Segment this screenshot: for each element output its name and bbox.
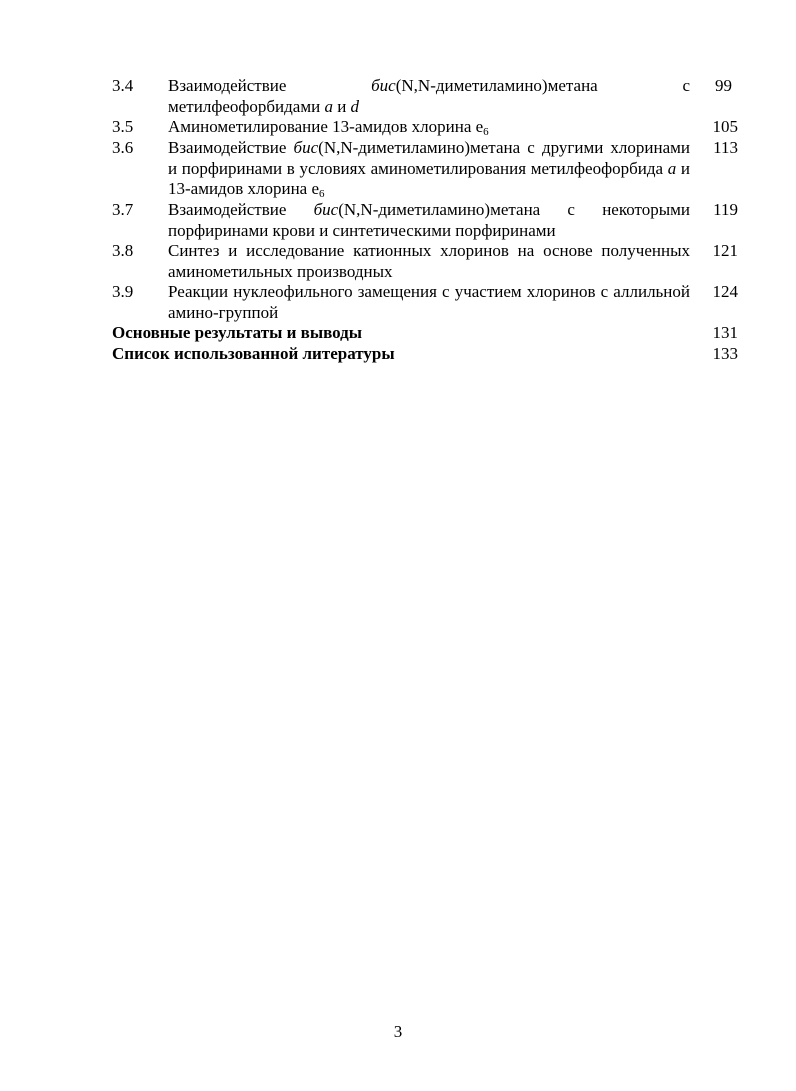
- toc-entry-number: 3.5: [112, 117, 134, 136]
- toc-section-page: 131: [712, 323, 738, 342]
- toc-entry-3-9: [112, 282, 738, 323]
- toc-entry-page: 124: [712, 282, 738, 301]
- toc-entry-title: Взаимодействие бис(N,N-диметиламино)метана с некоторыми порфиринами крови и синтетическими порфиринами: [168, 200, 690, 240]
- toc-entry-3-8: [112, 241, 738, 282]
- toc-entry-number: 3.8: [112, 241, 134, 260]
- toc-entry-3-5: [112, 117, 738, 138]
- toc-entry-title: Взаимодействие бис(N,N-диметиламино)метана с другими хлоринами и порфиринами в условиях аминометилирования метилфеофорбида a и 13-амидов хлорина $e_6$: [168, 138, 691, 200]
- toc-entry-page: 113: [713, 138, 738, 157]
- toc-entry-title: Синтез и исследование катионных хлоринов на основе полученных аминометильных производных: [168, 241, 690, 281]
- table-of-contents: [112, 76, 738, 365]
- toc-section-results: [112, 323, 738, 344]
- toc-entry-3-7: [112, 200, 738, 241]
- toc-entry-title: Взаимодействие бис(N,N-диметиламино)метана с метилфеофорбидами a и d: [168, 76, 690, 116]
- toc-entry-3-4: [112, 76, 738, 117]
- toc-entry-page: 105: [712, 117, 738, 136]
- toc-entry-number: 3.6: [112, 138, 134, 157]
- toc-entry-title: Аминометилирование 13-амидов хлорина $e_6$: [168, 117, 489, 138]
- toc-entry-title: Реакции нуклеофильного замещения с участием хлоринов с аллильной амино-группой: [168, 282, 690, 322]
- toc-section-title: Список использованной литературы: [112, 344, 395, 363]
- toc-entry-number: 3.9: [112, 282, 134, 301]
- toc-section-title: Основные результаты и выводы: [112, 323, 363, 342]
- toc-section-page: 133: [712, 344, 738, 363]
- page-number: 3: [393, 1022, 403, 1041]
- toc-entry-3-6: [112, 138, 738, 200]
- toc-entry-number: 3.4: [112, 76, 134, 95]
- toc-entry-page: 99: [715, 76, 732, 95]
- toc-entry-page: 121: [712, 241, 738, 260]
- toc-section-references: [112, 344, 738, 365]
- toc-entry-page: 119: [713, 200, 738, 219]
- toc-entry-number: 3.7: [112, 200, 134, 219]
